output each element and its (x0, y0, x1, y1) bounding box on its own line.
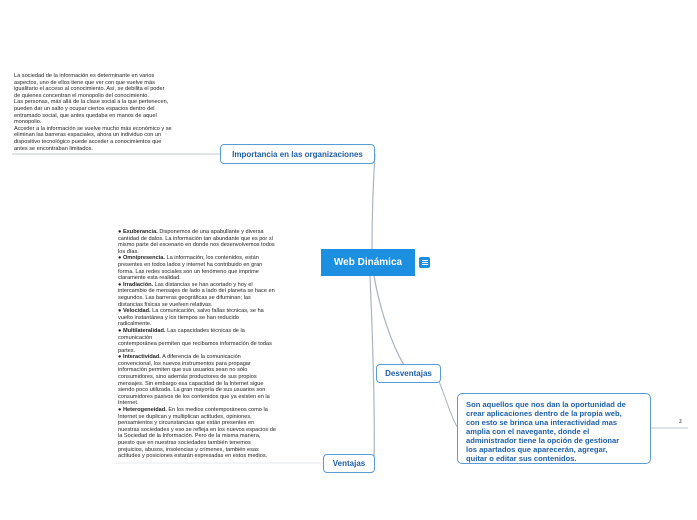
bullet-icon: ● (118, 229, 123, 235)
bullet-icon: ● (118, 255, 123, 262)
ventajas-item-line (118, 407, 303, 414)
importancia-note-line: antes se encontraban limitados. (14, 145, 93, 152)
ventajas-item-term: Heterogeneidad. (122, 407, 167, 414)
ventajas-item-line: nuestras sociedades y eso se refleja en los nuevos espacios de (118, 426, 276, 433)
ventajas-item-line: información permiten que sus usuarios sean no sólo (118, 367, 248, 374)
ventajas-item-line: vuelto instantánea y los tiempos se han reducido (118, 314, 239, 321)
importancia-note-line: aspectos, uno de ellos tiene que ver con que vuelve más (14, 79, 155, 86)
topic-ventajas[interactable] (323, 454, 375, 473)
ventajas-item-line: Internet. (118, 400, 139, 407)
ventajas-item-line: distancias físicas se vuelven relativas. (118, 301, 213, 308)
ventajas-item-term: Velocidad. (122, 308, 151, 315)
ventajas-item-text: Las distancias se han acortado y hoy el (153, 281, 253, 288)
callout-line: crear aplicaciones dentro de la propia web, (466, 409, 622, 418)
importancia-note-line: pueden dar un salto y ocupar ciertos espacios dentro del (14, 105, 155, 112)
topic-importancia[interactable] (220, 144, 375, 164)
bullet-icon: ● (118, 407, 123, 414)
edge-marker: z (679, 419, 682, 425)
bullet-icon: ● (118, 327, 123, 334)
importancia-note-line: Las personas, más allá de la clase social a la que pertenecen, (14, 99, 169, 106)
ventajas-item-line: presentes en todos lados y internet ha contribuido en gran (118, 261, 263, 268)
ventajas-item-text: La comunicación, salvo fallas técnicas, se ha (150, 308, 264, 315)
ventajas-item-term: Omnipresencia. (122, 255, 165, 262)
ventajas-item-line: consumidores, sino además productores de sus propios (118, 374, 257, 381)
callout-line: los apartados que aparecerán, agregar, (466, 445, 608, 454)
ventajas-item-line (118, 354, 303, 361)
ventajas-item-line: consumidores pasivos de los contenidos que ya existen en la (118, 393, 270, 400)
ventajas-item-line (118, 328, 303, 335)
ventajas-item-line (118, 282, 303, 289)
ventajas-item-text: A diferencia de la comunicación (160, 354, 241, 361)
ventajas-item-line (118, 308, 303, 315)
topic-ventajas-label: Ventajas (332, 459, 366, 468)
central-topic[interactable] (321, 249, 415, 276)
ventajas-item-line: siendo poco utilizada. La gran mayoría de sus usuarios son (118, 387, 266, 394)
ventajas-item-term: Irradiación. (122, 281, 154, 288)
ventajas-item-line (118, 229, 303, 236)
callout-line: con esto se brinca una interactividad mas (466, 418, 618, 427)
ventajas-item-text: Las capacidades técnicas de la (165, 327, 245, 334)
ventajas-item-term: Exuberancia. (122, 229, 158, 235)
importancia-note-line: monopolio. (14, 119, 42, 126)
ventajas-item-line: claramente esta realidad. (118, 275, 181, 282)
importancia-note-line: de quienes concentran el monopolio del conocimiento. (14, 92, 149, 99)
importancia-note-line: igualitario el acceso al conocimiento. Así, se debilita el poder (14, 86, 165, 93)
importancia-note-line: dispositivo tecnológico puede acceder a conocimientos que (14, 138, 162, 145)
ventajas-item-line: contemporánea permiten que recibamos información de todas (118, 341, 272, 348)
importancia-note-line: eliminan las barreras espaciales, ahora un individuo con un (14, 132, 162, 139)
ventajas-item-line: convencional, los nuevos instrumentos para propagar (118, 360, 251, 367)
ventajas-item-term: Interactividad. (122, 354, 161, 361)
ventajas-note-text (118, 229, 303, 460)
bullet-icon: ● (118, 308, 123, 315)
bullet-icon: ● (118, 281, 123, 288)
importancia-note-line: entramado social, que antes quedaba en manos de aquel (14, 112, 157, 119)
ventajas-item-line: la Sociedad de la Información. Pero de la misma manera, (118, 433, 261, 440)
ventajas-item-line: segundos. Las barreras geográficas se difuminan; las (118, 294, 251, 301)
connector-ventajas (370, 276, 374, 463)
callout-line: administrador tiene la opción de gestionar (466, 436, 620, 445)
importancia-note-line: Acceder a la información se vuelve mucho más económico y se (14, 125, 172, 132)
ventajas-item-line (118, 255, 303, 262)
topic-desventajas[interactable] (376, 364, 441, 383)
connector-desventajas (374, 276, 404, 365)
ventajas-item-line: prejuicios, abusos, insolencias y crímenes, también esas (118, 446, 259, 453)
ventajas-item-line: mismo parte del escenario en donde nos desenvolvemos todos (118, 242, 275, 249)
topic-desventajas-label: Desventajas (385, 369, 432, 378)
ventajas-item-text: La información, los contenidos, están (164, 255, 259, 262)
ventajas-item-line: actitudes y posiciones estarán expresadas en estos medios. (118, 453, 268, 460)
ventajas-item-line: Internet se duplican y multiplican actitudes, opiniones, (118, 413, 252, 420)
ventajas-item-line: intercambio de mensajes de lado a lado del planeta se hace en (118, 288, 275, 295)
ventajas-item-line: los días. (118, 248, 139, 255)
ventajas-item-line: pensamientos y circunstancias que están presentes en (118, 420, 255, 427)
ventajas-item-term: Multilateralidad. (122, 327, 166, 334)
notes-icon[interactable] (419, 257, 430, 268)
ventajas-item-line: mensajes. Sin embargo esa capacidad de la Internet sigue (118, 380, 264, 387)
desventajas-callout[interactable] (457, 393, 651, 464)
ventajas-item-line: radicalmente. (118, 321, 152, 328)
callout-line: amplia con el navegante, donde el (466, 427, 590, 436)
central-topic-label: Web Dinámica (333, 257, 403, 268)
bullet-icon: ● (118, 354, 123, 361)
ventajas-item-line: partes. (118, 347, 136, 354)
ventajas-item-line: comunicación (118, 334, 153, 341)
callout-line: Son aquellos que nos dan la oportunidad de (466, 400, 626, 409)
ventajas-item-line: cantidad de datos. La información tan abundante que es por sí (118, 235, 274, 242)
ventajas-item-text: En los medios contemporáneos como la (166, 407, 268, 414)
importancia-note-line: La sociedad de la información es determinante en varios (14, 73, 155, 79)
callout-line: quitar o editar sus contenidos. (466, 454, 577, 463)
ventajas-item-line: puesto que en nuestras sociedades también tenemos (118, 440, 251, 446)
connector-importancia (372, 154, 375, 249)
importancia-note-text (14, 73, 204, 152)
ventajas-item-text: Disponemos de una apabullante y diversa (157, 229, 264, 235)
ventajas-item-line: forma. Las redes sociales son un fenómeno que imprime (118, 268, 259, 275)
topic-importancia-label: Importancia en las organizaciones (232, 149, 363, 159)
